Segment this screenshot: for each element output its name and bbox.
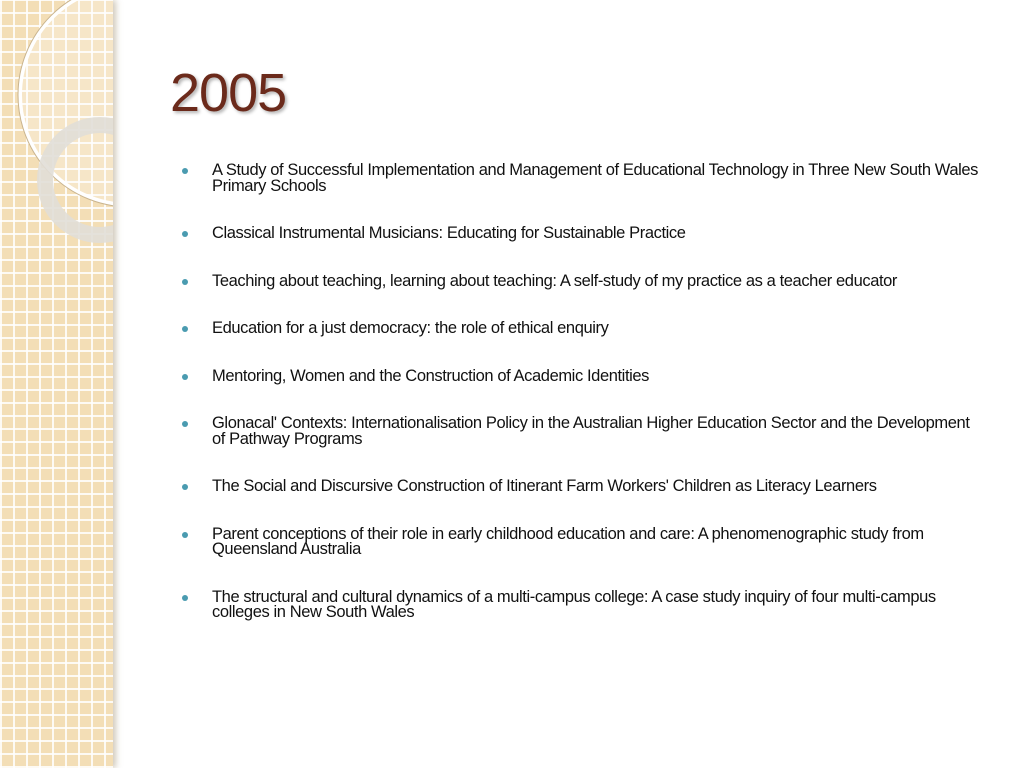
list-item bbox=[180, 416, 980, 447]
bullet-icon bbox=[182, 484, 188, 490]
list-item bbox=[180, 226, 980, 242]
bullet-icon bbox=[182, 532, 188, 538]
bullet-icon bbox=[182, 168, 188, 174]
bullet-icon bbox=[182, 595, 188, 601]
decorative-circles bbox=[0, 0, 113, 768]
list-item-text: Classical Instrumental Musicians: Educating for Sustainable Practice bbox=[212, 224, 686, 242]
list-item bbox=[180, 587, 980, 621]
bullet-icon bbox=[182, 279, 188, 285]
list-item bbox=[180, 321, 980, 337]
list-item-text: A Study of Successful Implementation and Management of Educational Technology in Three New South Wales Primary Schools bbox=[212, 161, 979, 195]
slide-title: 2005 bbox=[170, 63, 287, 123]
list-item-text: Education for a just democracy: the role of ethical enquiry bbox=[212, 319, 609, 337]
list-item-text: The structural and cultural dynamics of a multi-campus college: A case study inquiry of four multi-campus colleges in New South Wales bbox=[212, 587, 936, 621]
bullet-icon bbox=[182, 374, 188, 380]
list-item bbox=[180, 524, 980, 558]
list-item-text: Mentoring, Women and the Construction of Academic Identities bbox=[212, 366, 650, 385]
list-item bbox=[180, 479, 980, 495]
bullet-icon bbox=[182, 231, 188, 237]
bullet-list bbox=[180, 163, 980, 621]
bullet-icon bbox=[182, 326, 188, 332]
bullet-icon bbox=[182, 421, 188, 427]
list-item bbox=[180, 163, 980, 194]
list-item-text: The Social and Discursive Construction of Itinerant Farm Workers' Children as Literacy Learners bbox=[212, 477, 877, 495]
list-item-text: Teaching about teaching, learning about teaching: A self-study of my practice as a teacher educator bbox=[212, 271, 898, 290]
list-item bbox=[180, 271, 980, 290]
list-item-text: Parent conceptions of their role in early childhood education and care: A phenomenographic study from Queensland Australia bbox=[212, 524, 924, 558]
decorative-sidebar bbox=[0, 0, 113, 768]
list-item-text: Glonacal' Contexts: Internationalisation Policy in the Australian Higher Education Sector and the Development of Pathway Programs bbox=[212, 414, 970, 448]
list-item bbox=[180, 366, 980, 385]
